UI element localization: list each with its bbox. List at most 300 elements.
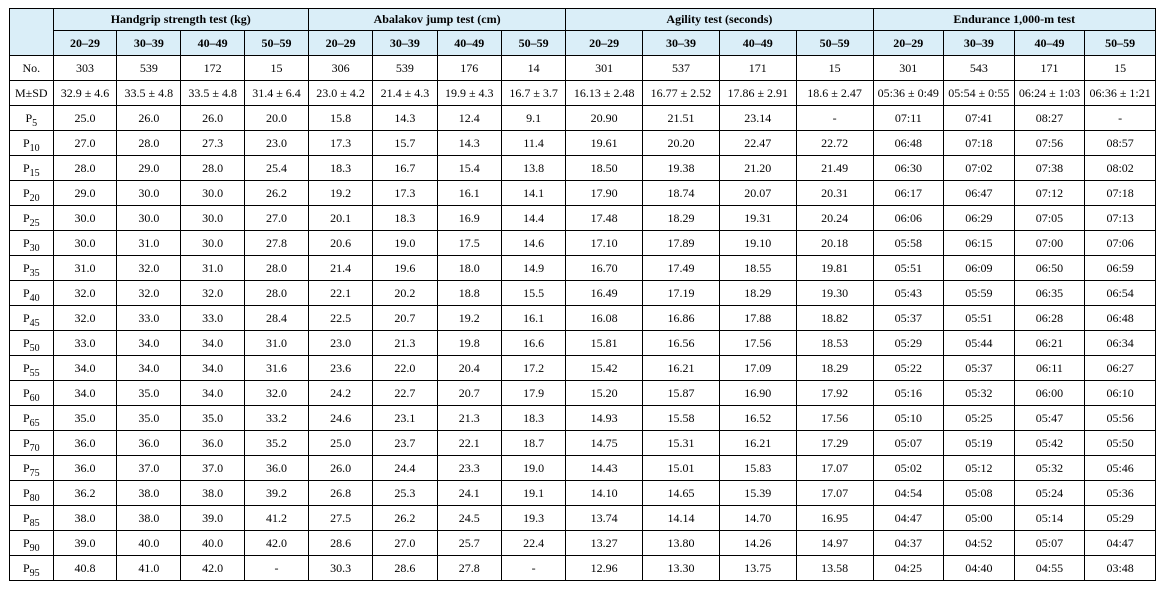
table-cell: 05:02 [873,456,944,481]
table-cell: 15.4 [437,156,501,181]
table-cell: 15.81 [566,331,643,356]
row-label [10,256,54,281]
row-label-text: P [22,485,30,500]
table-cell: 18.3 [501,406,565,431]
table-cell: 13.75 [719,556,796,581]
table-cell: 07:00 [1014,231,1085,256]
table-cell: 05:32 [1014,456,1085,481]
table-cell: 14.70 [719,506,796,531]
table-cell: 15 [245,56,309,81]
table-cell: 19.30 [796,281,873,306]
percentile-subscript: 75 [29,467,40,479]
table-cell: 17.07 [796,481,873,506]
table-cell: 06:47 [944,181,1015,206]
table-cell: 15.20 [566,381,643,406]
table-cell: 19.81 [796,256,873,281]
percentile-subscript: 25 [29,217,40,229]
table-cell: 27.5 [308,506,372,531]
table-cell: 19.9 ± 4.3 [437,81,501,106]
table-cell: 07:02 [944,156,1015,181]
table-cell: - [501,556,565,581]
table-cell: 16.70 [566,256,643,281]
table-cell: 18.8 [437,281,501,306]
table-cell: 28.6 [308,531,372,556]
table-row [10,381,1156,406]
table-cell: 05:29 [873,331,944,356]
table-cell: 20.2 [373,281,437,306]
table-cell: 06:00 [1014,381,1085,406]
percentile-subscript: 70 [29,442,40,454]
table-cell: 31.0 [53,256,117,281]
table-cell: 05:37 [873,306,944,331]
table-cell: 31.4 ± 6.4 [245,81,309,106]
table-cell: 22.5 [308,306,372,331]
table-cell: 30.0 [181,206,245,231]
table-cell: 04:47 [1085,531,1156,556]
table-cell: 35.0 [53,406,117,431]
age-header: 30–39 [643,31,720,56]
table-cell: 20.07 [719,181,796,206]
table-cell: 15.42 [566,356,643,381]
table-cell: 40.8 [53,556,117,581]
table-cell: 301 [566,56,643,81]
table-row [10,231,1156,256]
table-cell: 19.0 [373,231,437,256]
age-header: 50–59 [796,31,873,56]
table-cell: 16.7 ± 3.7 [501,81,565,106]
table-cell: 04:25 [873,556,944,581]
table-cell: 539 [373,56,437,81]
table-cell: 19.10 [719,231,796,256]
table-cell: 08:57 [1085,131,1156,156]
table-cell: 18.74 [643,181,720,206]
group-header-abalakov: Abalakov jump test (cm) [308,9,565,31]
row-label [10,506,54,531]
table-cell: 19.2 [437,306,501,331]
percentile-subscript: 65 [29,417,40,429]
table-cell: 35.0 [181,406,245,431]
table-cell: 05:50 [1085,431,1156,456]
row-label-text: P [22,335,30,350]
table-row [10,256,1156,281]
table-cell: 33.0 [181,306,245,331]
table-cell: 14.10 [566,481,643,506]
table-cell: 19.2 [308,181,372,206]
table-cell: 06:10 [1085,381,1156,406]
table-cell: 16.90 [719,381,796,406]
table-cell: 05:42 [1014,431,1085,456]
group-header-row [10,9,1156,31]
table-cell: 543 [944,56,1015,81]
table-cell: 26.0 [308,456,372,481]
table-row [10,531,1156,556]
table-cell: 34.0 [53,356,117,381]
percentile-subscript: 30 [29,242,40,254]
table-row [10,481,1156,506]
table-cell: 16.1 [501,306,565,331]
table-cell: 15.5 [501,281,565,306]
table-cell: 26.2 [245,181,309,206]
table-cell: 19.38 [643,156,720,181]
table-cell: 14.3 [437,131,501,156]
age-header: 50–59 [1085,31,1156,56]
table-cell: 06:09 [944,256,1015,281]
table-cell: 16.56 [643,331,720,356]
table-cell: 13.74 [566,506,643,531]
percentile-subscript: 55 [29,367,40,379]
table-cell: 35.0 [117,381,181,406]
table-cell: 25.7 [437,531,501,556]
table-cell: 05:08 [944,481,1015,506]
table-cell: 14.65 [643,481,720,506]
table-cell: 04:47 [873,506,944,531]
table-cell: 17.09 [719,356,796,381]
table-cell: 15 [796,56,873,81]
table-cell: 04:54 [873,481,944,506]
table-cell: 33.5 ± 4.8 [181,81,245,106]
table-cell: 29.0 [53,181,117,206]
table-cell: 22.7 [373,381,437,406]
age-header: 40–49 [1014,31,1085,56]
table-cell: 17.86 ± 2.91 [719,81,796,106]
table-cell: 14.93 [566,406,643,431]
row-label-text: P [25,110,33,125]
table-cell: 36.2 [53,481,117,506]
table-cell: 34.0 [181,331,245,356]
table-cell: 32.0 [245,381,309,406]
table-cell: 07:13 [1085,206,1156,231]
table-cell: 07:18 [1085,181,1156,206]
table-cell: 21.20 [719,156,796,181]
table-body [10,56,1156,581]
table-cell: 27.3 [181,131,245,156]
percentile-subscript: 90 [29,542,40,554]
table-cell: 13.58 [796,556,873,581]
table-cell: 23.1 [373,406,437,431]
table-cell: 18.82 [796,306,873,331]
table-cell: 31.0 [245,331,309,356]
table-cell: 40.0 [181,531,245,556]
table-cell: 29.0 [117,156,181,181]
table-cell: 07:06 [1085,231,1156,256]
row-label-text: M±SD [14,85,48,100]
table-cell: 18.29 [719,281,796,306]
table-cell: 24.2 [308,381,372,406]
table-cell: 24.6 [308,406,372,431]
table-cell: 21.51 [643,106,720,131]
table-cell: 14.43 [566,456,643,481]
table-cell: 34.0 [181,381,245,406]
table-cell: 30.0 [181,181,245,206]
table-cell: 17.29 [796,431,873,456]
table-cell: - [245,556,309,581]
table-cell: 16.52 [719,406,796,431]
table-cell: 16.21 [643,356,720,381]
table-cell: 16.08 [566,306,643,331]
table-cell: 26.0 [181,106,245,131]
table-cell: 28.4 [245,306,309,331]
table-cell: 26.8 [308,481,372,506]
row-label [10,531,54,556]
table-cell: 16.1 [437,181,501,206]
table-cell: 05:07 [1014,531,1085,556]
table-cell: 171 [1014,56,1085,81]
percentile-subscript: 40 [29,292,40,304]
table-cell: - [796,106,873,131]
row-label-text: P [22,235,30,250]
table-cell: 19.3 [501,506,565,531]
table-cell: 05:00 [944,506,1015,531]
table-cell: 17.56 [719,331,796,356]
table-cell: 26.2 [373,506,437,531]
table-cell: 22.72 [796,131,873,156]
table-row [10,331,1156,356]
table-cell: 04:37 [873,531,944,556]
age-header: 40–49 [181,31,245,56]
table-row [10,181,1156,206]
table-cell: 17.10 [566,231,643,256]
table-cell: 08:27 [1014,106,1085,131]
table-cell: 30.0 [53,206,117,231]
table-cell: 07:05 [1014,206,1085,231]
row-label [10,281,54,306]
table-cell: 15.58 [643,406,720,431]
table-cell: 14.3 [373,106,437,131]
table-cell: 06:29 [944,206,1015,231]
row-label-text: P [22,260,30,275]
row-label [10,381,54,406]
table-row [10,131,1156,156]
table-cell: 17.19 [643,281,720,306]
age-header: 50–59 [245,31,309,56]
table-cell: 21.4 [308,256,372,281]
table-cell: 14.4 [501,206,565,231]
table-row [10,406,1156,431]
row-label [10,331,54,356]
table-cell: 37.0 [181,456,245,481]
table-cell: 31.0 [117,231,181,256]
table-cell: 27.0 [373,531,437,556]
table-cell: 34.0 [181,356,245,381]
percentile-subscript: 10 [29,142,40,154]
table-cell: 15.83 [719,456,796,481]
table-cell: 24.5 [437,506,501,531]
table-cell: 05:58 [873,231,944,256]
row-label [10,231,54,256]
table-cell: 18.29 [796,356,873,381]
table-cell: 24.4 [373,456,437,481]
table-cell: 22.1 [308,281,372,306]
group-header-agility: Agility test (seconds) [566,9,873,31]
table-cell: 20.7 [373,306,437,331]
table-cell: 06:15 [944,231,1015,256]
table-cell: 41.0 [117,556,181,581]
table-cell: 05:59 [944,281,1015,306]
table-cell: 36.0 [245,456,309,481]
table-cell: 05:14 [1014,506,1085,531]
table-cell: 16.86 [643,306,720,331]
table-cell: 28.0 [117,131,181,156]
table-cell: 17.9 [501,381,565,406]
table-row [10,281,1156,306]
table-cell: 06:35 [1014,281,1085,306]
table-cell: 38.0 [117,506,181,531]
percentile-subscript: 20 [29,192,40,204]
table-cell: 19.1 [501,481,565,506]
percentile-subscript: 85 [29,517,40,529]
table-cell: 38.0 [53,506,117,531]
table-cell: 16.95 [796,506,873,531]
row-label-text: No. [22,60,41,75]
table-cell: 14.9 [501,256,565,281]
table-cell: 21.49 [796,156,873,181]
table-cell: 15.39 [719,481,796,506]
table-cell: 42.0 [181,556,245,581]
percentile-subscript: 95 [29,567,40,579]
age-header: 20–29 [53,31,117,56]
table-cell: 30.0 [117,181,181,206]
table-cell: 04:55 [1014,556,1085,581]
table-cell: 42.0 [245,531,309,556]
table-cell: 05:12 [944,456,1015,481]
table-cell: 28.0 [245,256,309,281]
table-cell: 04:52 [944,531,1015,556]
table-cell: 04:40 [944,556,1015,581]
table-cell: 17.48 [566,206,643,231]
percentile-subscript: 80 [29,492,40,504]
table-cell: 35.2 [245,431,309,456]
age-header: 20–29 [308,31,372,56]
group-header-endurance: Endurance 1,000-m test [873,9,1155,31]
table-cell: 05:16 [873,381,944,406]
table-cell: 06:17 [873,181,944,206]
table-cell: 301 [873,56,944,81]
table-cell: 25.0 [53,106,117,131]
table-cell: 17.2 [501,356,565,381]
table-cell: 05:54 ± 0:55 [944,81,1015,106]
age-header: 50–59 [501,31,565,56]
table-cell: 17.07 [796,456,873,481]
table-cell: 34.0 [117,356,181,381]
table-cell: 32.0 [53,281,117,306]
table-cell: 05:36 [1085,481,1156,506]
table-cell: 06:30 [873,156,944,181]
table-cell: 05:22 [873,356,944,381]
table-cell: 34.0 [117,331,181,356]
table-cell: 9.1 [501,106,565,131]
table-cell: 05:37 [944,356,1015,381]
table-cell: 28.0 [245,281,309,306]
table-cell: 31.0 [181,256,245,281]
table-cell: 18.0 [437,256,501,281]
table-cell: 30.0 [181,231,245,256]
table-cell: 28.0 [181,156,245,181]
table-cell: 17.92 [796,381,873,406]
table-cell: 15.01 [643,456,720,481]
table-cell: 28.6 [373,556,437,581]
age-header: 30–39 [944,31,1015,56]
table-cell: 05:51 [873,256,944,281]
table-cell: 05:24 [1014,481,1085,506]
table-cell: 18.29 [643,206,720,231]
table-cell: 33.0 [117,306,181,331]
table-cell: 18.7 [501,431,565,456]
age-header: 20–29 [566,31,643,56]
row-label [10,106,54,131]
table-row [10,106,1156,131]
table-cell: 19.8 [437,331,501,356]
table-cell: 39.2 [245,481,309,506]
table-cell: 176 [437,56,501,81]
table-cell: 24.1 [437,481,501,506]
table-cell: 13.30 [643,556,720,581]
table-cell: 25.3 [373,481,437,506]
row-label [10,556,54,581]
table-row [10,56,1156,81]
table-cell: 21.3 [373,331,437,356]
table-row [10,306,1156,331]
row-label [10,181,54,206]
table-cell: 06:27 [1085,356,1156,381]
table-cell: 306 [308,56,372,81]
table-row [10,206,1156,231]
table-cell: 17.3 [373,181,437,206]
table-cell: 18.6 ± 2.47 [796,81,873,106]
table-cell: 30.0 [117,206,181,231]
row-label-text: P [22,535,30,550]
table-cell: 27.0 [53,131,117,156]
table-cell: 06:34 [1085,331,1156,356]
table-cell: 36.0 [117,431,181,456]
table-cell: 39.0 [53,531,117,556]
table-cell: 14.26 [719,531,796,556]
age-header: 30–39 [117,31,181,56]
row-label [10,81,54,106]
table-cell: 19.61 [566,131,643,156]
table-cell: 32.9 ± 4.6 [53,81,117,106]
table-cell: 23.0 [245,131,309,156]
row-label [10,306,54,331]
row-label [10,431,54,456]
table-cell: 23.0 ± 4.2 [308,81,372,106]
table-cell: 32.0 [117,256,181,281]
table-cell: 07:38 [1014,156,1085,181]
table-cell: 23.14 [719,106,796,131]
table-cell: 40.0 [117,531,181,556]
table-cell: 05:19 [944,431,1015,456]
table-cell: 05:51 [944,306,1015,331]
table-cell: 16.6 [501,331,565,356]
table-cell: 18.55 [719,256,796,281]
table-cell: 15 [1085,56,1156,81]
table-cell: 15.87 [643,381,720,406]
norms-table [9,8,1156,581]
table-cell: 14 [501,56,565,81]
table-cell: 22.4 [501,531,565,556]
table-cell: 17.3 [308,131,372,156]
table-cell: 33.2 [245,406,309,431]
table-cell: 21.3 [437,406,501,431]
table-cell: 27.8 [437,556,501,581]
table-cell: 172 [181,56,245,81]
table-cell: 13.27 [566,531,643,556]
row-label-text: P [22,560,30,575]
age-header: 40–49 [437,31,501,56]
age-header: 40–49 [719,31,796,56]
table-cell: 27.8 [245,231,309,256]
table-cell: 06:48 [1085,306,1156,331]
row-label-text: P [22,285,30,300]
